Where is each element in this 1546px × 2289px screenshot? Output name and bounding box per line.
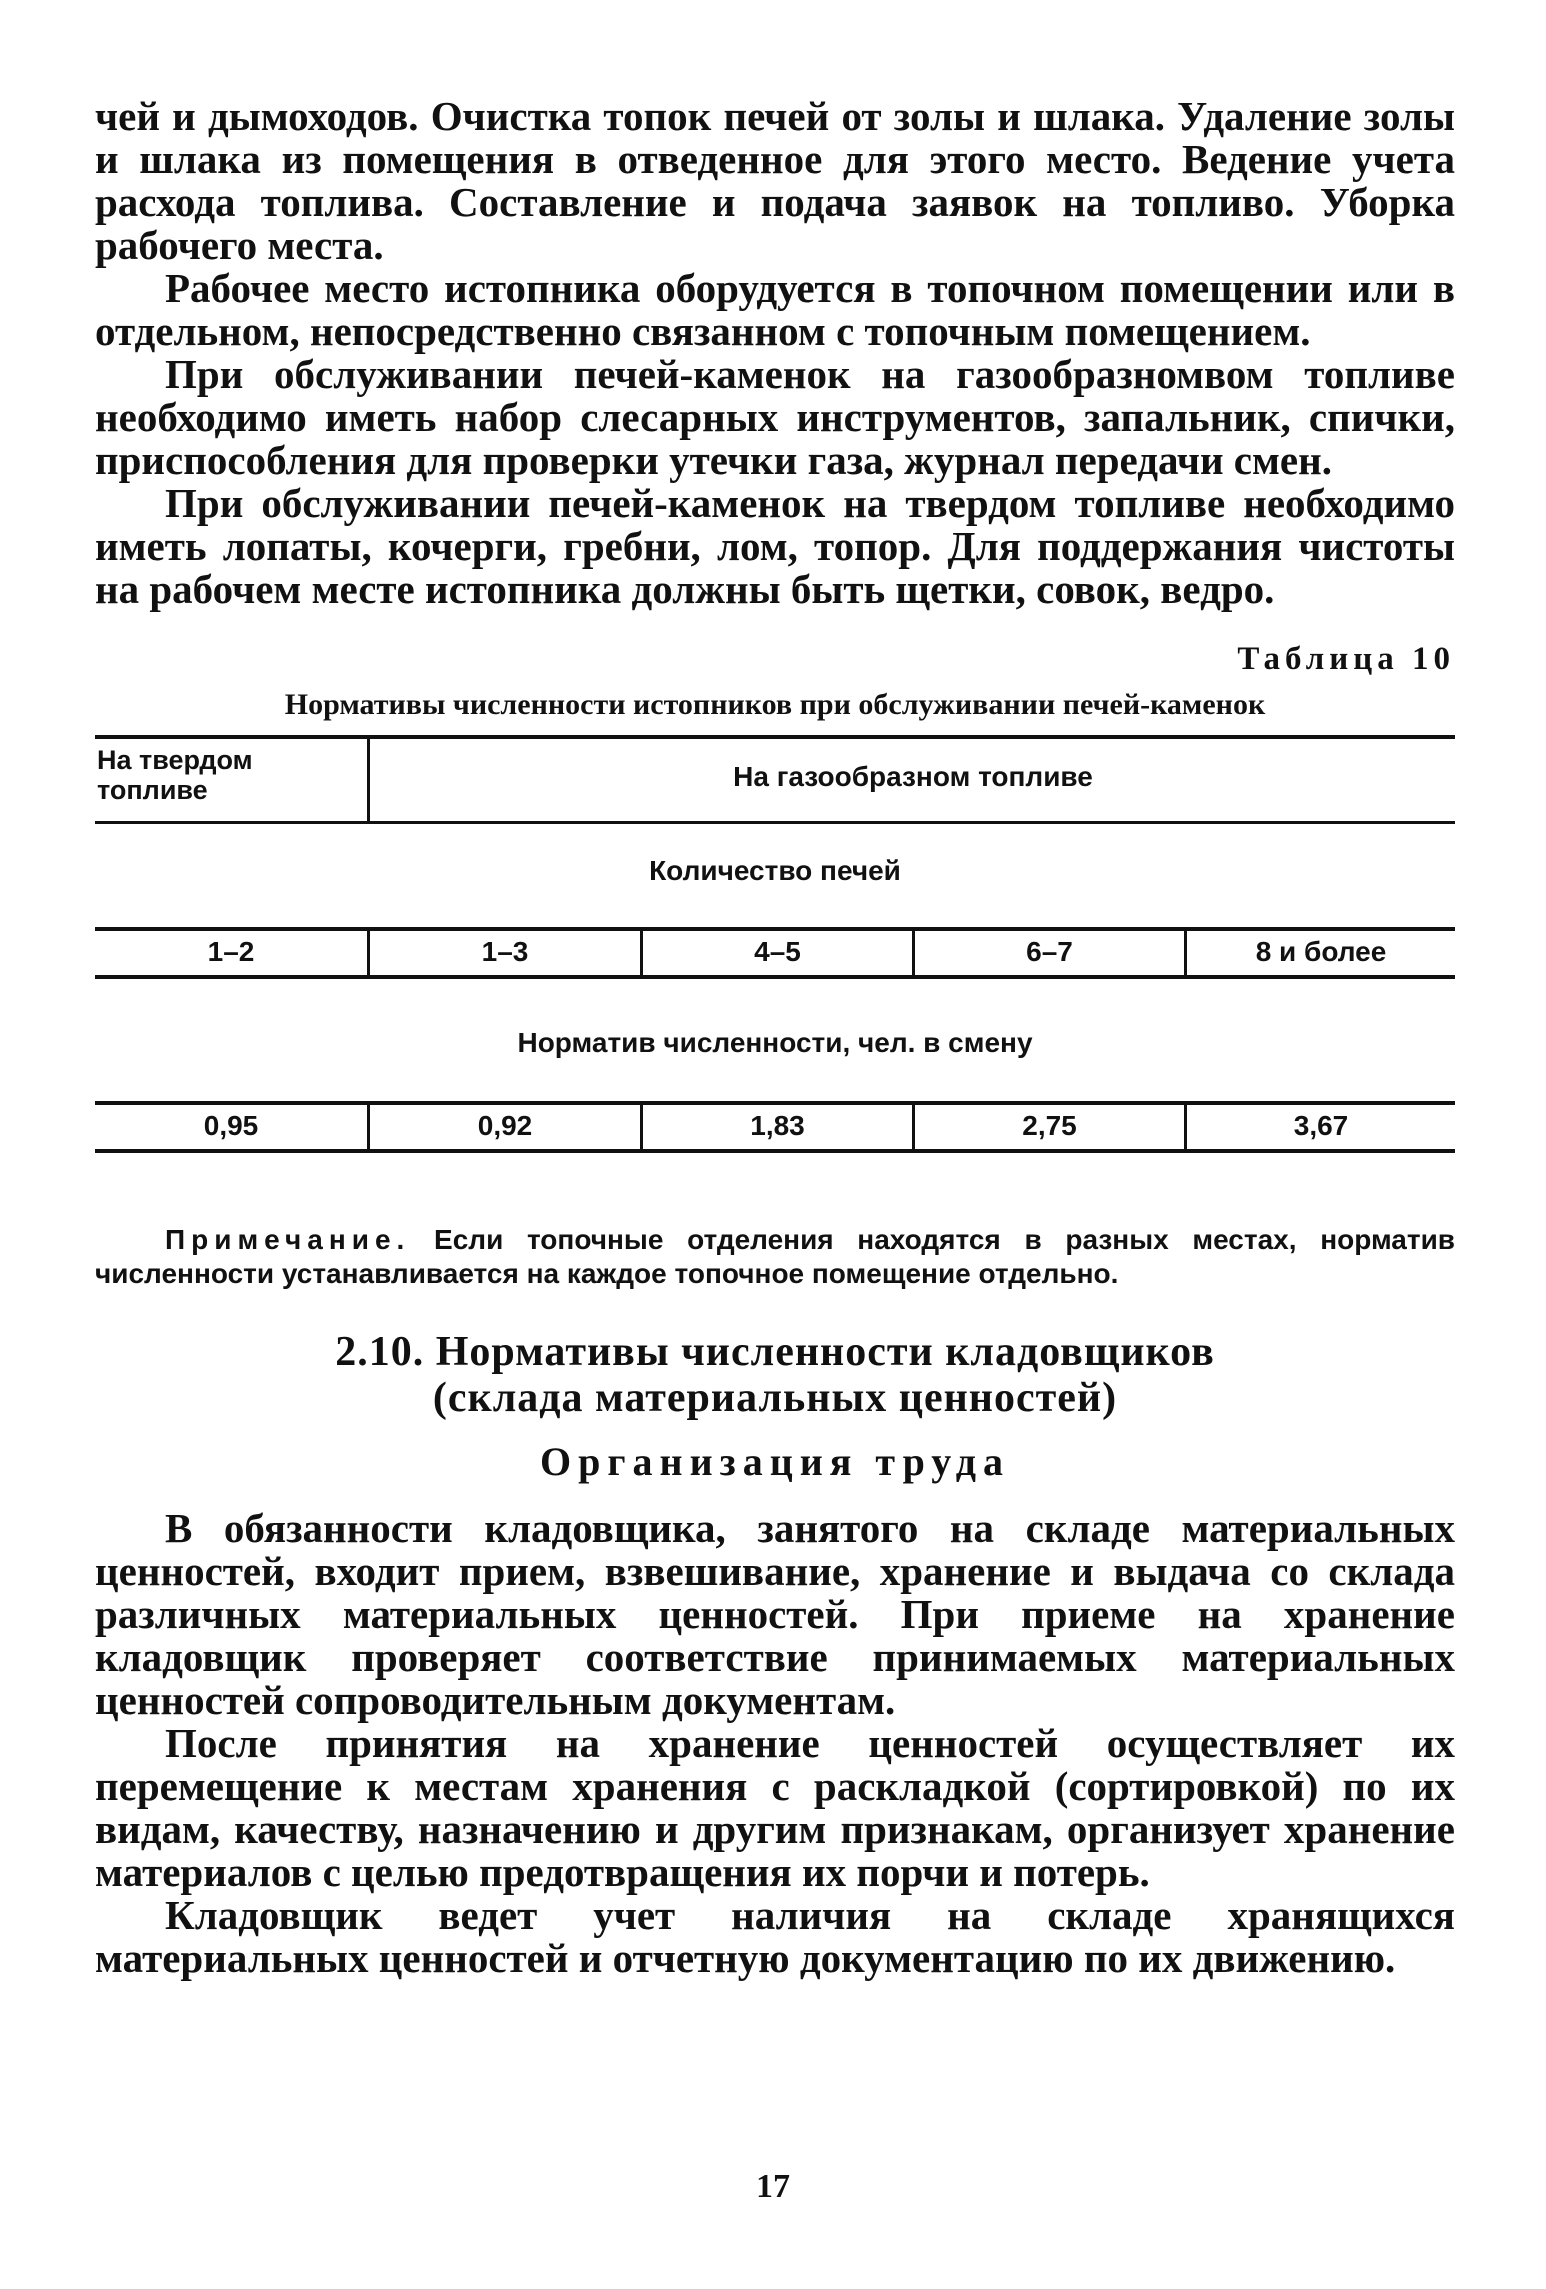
table-rule-counts-top (95, 927, 1455, 931)
count-cell-4: 6–7 (1026, 936, 1073, 967)
table-rule-top (95, 735, 1455, 739)
table-divider-header (367, 739, 370, 821)
paragraph-continuation: чей и дымоходов. Очистка топок печей от золы и шлака. Удаление золы и шлака из помещения в отведенное для этого место. Ведение учета расхода топлива. Составление и подача заявок на топливо. Уборка рабочего места. (95, 93, 1455, 268)
norm-cell-3: 1,83 (750, 1110, 805, 1141)
row-label-norm: Норматив численности, чел. в смену (517, 1027, 1033, 1058)
section-title (95, 1329, 1455, 1421)
header-solid-fuel: На твердом топливе (97, 745, 253, 805)
section-title-line-1: 2.10. Нормативы численности кладовщиков (335, 1329, 1215, 1375)
count-cell-5: 8 и более (1255, 936, 1387, 967)
norms-table (95, 731, 1455, 1183)
paragraph-gas-fuel: При обслуживании печей-каменок на газообразномвом топливе необходимо иметь набор слесарных инструментов, запальник, спички, приспособления для проверки утечки газа, журнал передачи смен. (95, 351, 1455, 483)
note-text: Если топочные отделения находятся в разных местах, норматив численности устанавливается на каждое топочное помещение отдельно. (95, 1224, 1455, 1289)
count-cell-1: 1–2 (207, 936, 255, 967)
page-body (95, 95, 1455, 1980)
count-cell-2: 1–3 (481, 936, 529, 967)
note-label: Примечание. (165, 1224, 411, 1255)
page-number: 17 (756, 2168, 790, 2205)
table-rule-norms-bottom (95, 1149, 1455, 1153)
norm-cell-1: 0,95 (203, 1110, 259, 1141)
table-rule-norms-top (95, 1101, 1455, 1105)
paragraph-workplace: Рабочее место истопника оборудуется в топочном помещении или в отдельном, непосредственно связанном с топочным помещением. (95, 265, 1455, 354)
section-title-line-2: (склада материальных ценностей) (432, 1375, 1118, 1421)
paragraph-solid-fuel: При обслуживании печей-каменок на твердом топливе необходимо иметь лопаты, кочерги, гребни, лом, топор. Для поддержания чистоты на рабочем месте истопника должны быть щетки, совок, ведро. (95, 480, 1455, 612)
paragraph-storage: После принятия на хранение ценностей осуществляет их перемещение к местам хранения с раскладкой (сортировкой) по их видам, качеству, назначению и другим признакам, организует хранение материалов с целью предотвращения их порчи и потерь. (95, 1720, 1455, 1895)
paragraph-duties: В обязанности кладовщика, занятого на складе материальных ценностей, входит прием, взвешивание, хранение и выдача со склада различных материальных ценностей. При приеме на хранение кладовщик проверяет соответствие принимаемых материальных ценностей сопроводительным документам. (95, 1505, 1455, 1723)
table-note (95, 1223, 1455, 1291)
norm-cell-4: 2,75 (1022, 1110, 1077, 1141)
row-label-count: Количество печей (649, 855, 901, 886)
norm-cell-2: 0,92 (477, 1110, 533, 1141)
subsection-title: Организация труда (540, 1439, 1010, 1484)
table-label: Таблица 10 (1237, 641, 1455, 677)
norm-cell-5: 3,67 (1293, 1110, 1349, 1141)
table-title: Нормативы численности истопников при обслуживании печей-каменок (284, 688, 1266, 721)
count-cell-3: 4–5 (754, 936, 801, 967)
header-gas-fuel: На газообразном топливе (733, 761, 1093, 792)
paragraph-accounting: Кладовщик ведет учет наличия на складе хранящихся материальных ценностей и отчетную документацию по их движению. (95, 1892, 1455, 1981)
table-rule-header-bottom (95, 821, 1455, 824)
table-rule-counts-bottom (95, 975, 1455, 979)
